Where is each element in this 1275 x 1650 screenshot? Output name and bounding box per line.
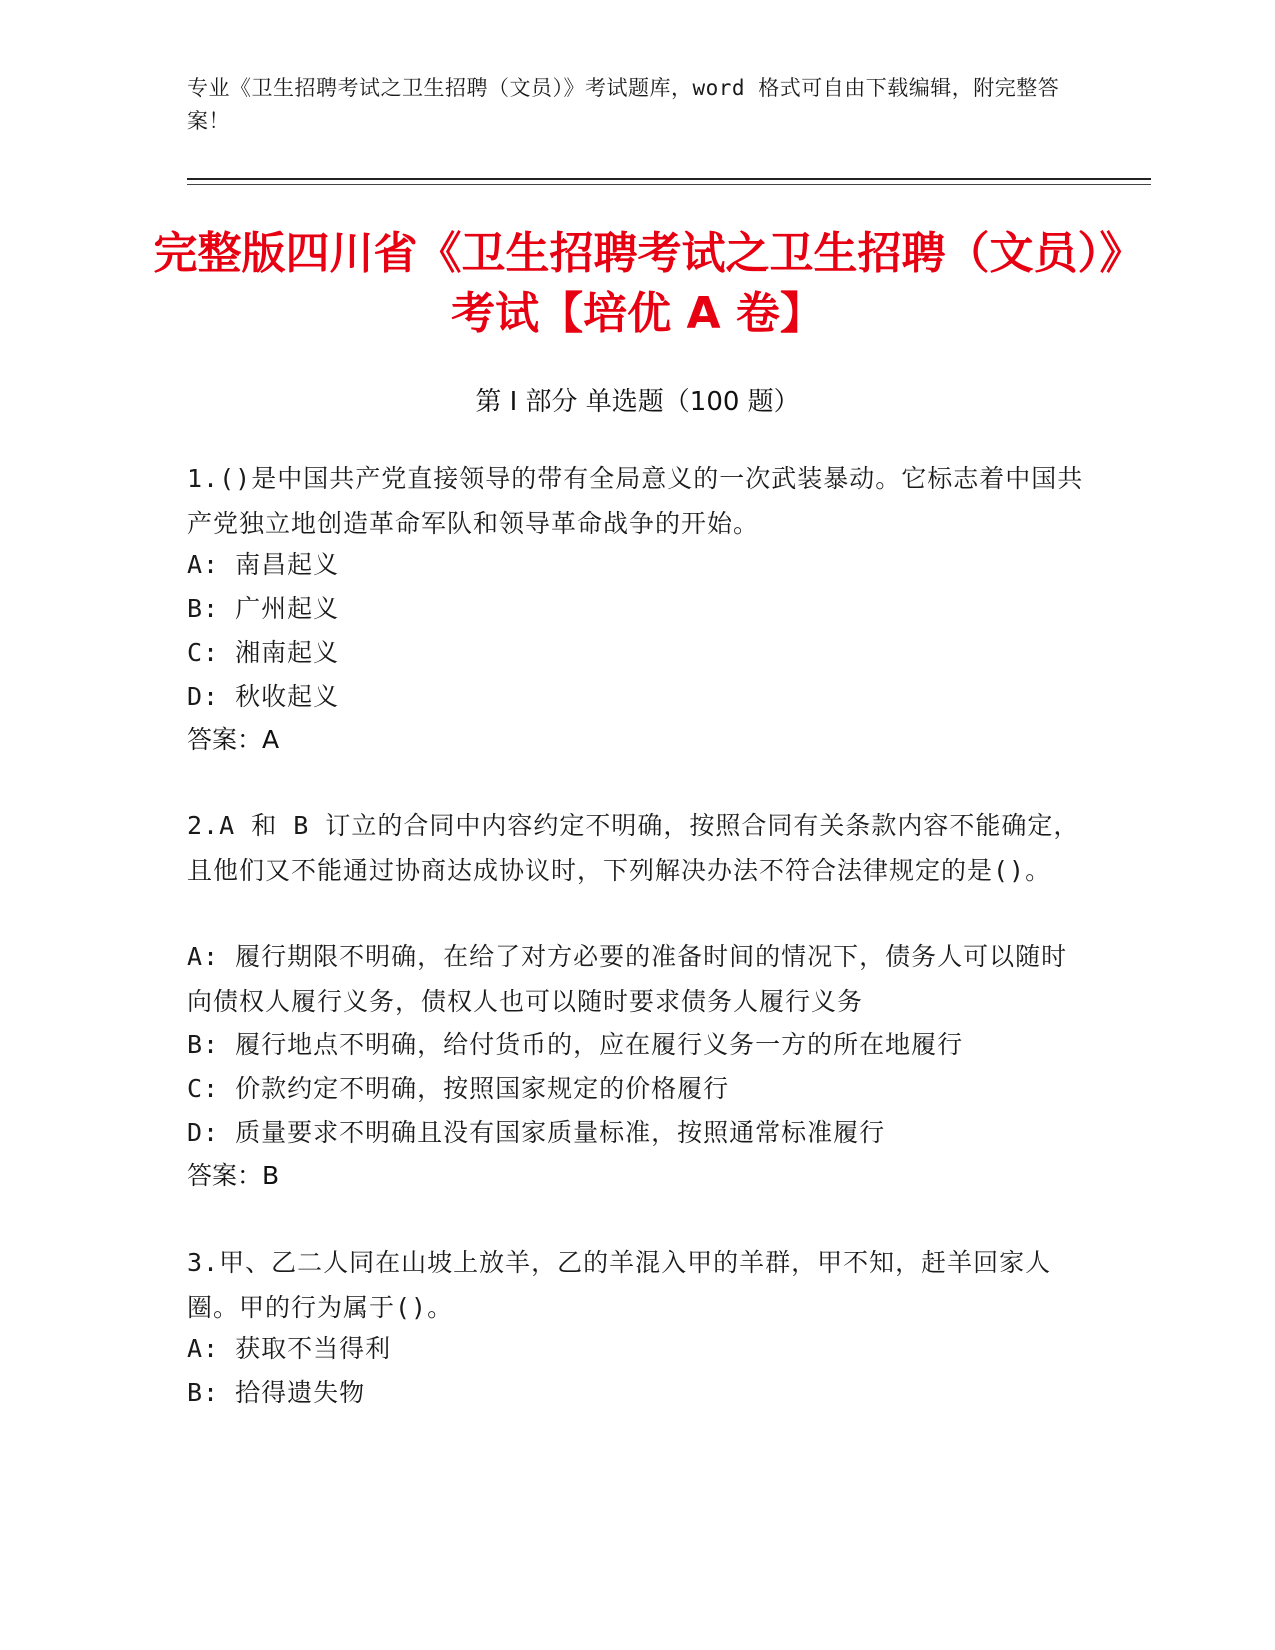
question-2-option-a: A: 履行期限不明确，在给了对方必要的准备时间的情况下，债务人可以随时向债权人履行义务，债权人也可以随时要求债务人履行义务 xyxy=(187,942,1068,1016)
question-2-stem: 2.A 和 B 订立的合同中内容约定不明确，按照合同有关条款内容不能确定，且他们又不能通过协商达成协议时，下列解决办法不符合法律规定的是()。 xyxy=(187,811,1080,885)
question-2-answer: 答案：B xyxy=(187,1161,280,1190)
question-3-option-a: A: 获取不当得利 xyxy=(187,1334,392,1363)
header-divider-thick xyxy=(187,178,1151,180)
question-2-option-c: C: 价款约定不明确，按照国家规定的价格履行 xyxy=(187,1074,730,1103)
question-2-option-d: D: 质量要求不明确且没有国家质量标准，按照通常标准履行 xyxy=(187,1118,886,1147)
header-note: 专业《卫生招聘考试之卫生招聘（文员）》考试题库，word 格式可自由下载编辑，附完整答案！ xyxy=(187,76,1060,133)
section-title: 第 I 部分 单选题（100 题） xyxy=(475,387,800,417)
question-2-option-b: B: 履行地点不明确，给付货币的，应在履行义务一方的所在地履行 xyxy=(187,1030,964,1059)
question-1-option-a: A: 南昌起义 xyxy=(187,550,340,579)
question-1-stem: 1.()是中国共产党直接领导的带有全局意义的一次武装暴动。它标志着中国共产党独立地创造革命军队和领导革命战争的开始。 xyxy=(187,464,1084,538)
question-1-option-d: D: 秋收起义 xyxy=(187,682,340,711)
question-3-stem: 3.甲、乙二人同在山坡上放羊，乙的羊混入甲的羊群，甲不知，赶羊回家人圈。甲的行为属于()。 xyxy=(187,1248,1052,1322)
question-3-option-b: B: 拾得遗失物 xyxy=(187,1378,366,1407)
question-1-answer: 答案：A xyxy=(187,725,280,754)
document-title: 完整版四川省《卫生招聘考试之卫生招聘（文员）》考试【培优 A 卷】 xyxy=(153,228,1122,339)
question-1-option-c: C: 湘南起义 xyxy=(187,638,340,667)
question-1-option-b: B: 广州起义 xyxy=(187,594,340,623)
header-divider-thin xyxy=(187,184,1151,185)
